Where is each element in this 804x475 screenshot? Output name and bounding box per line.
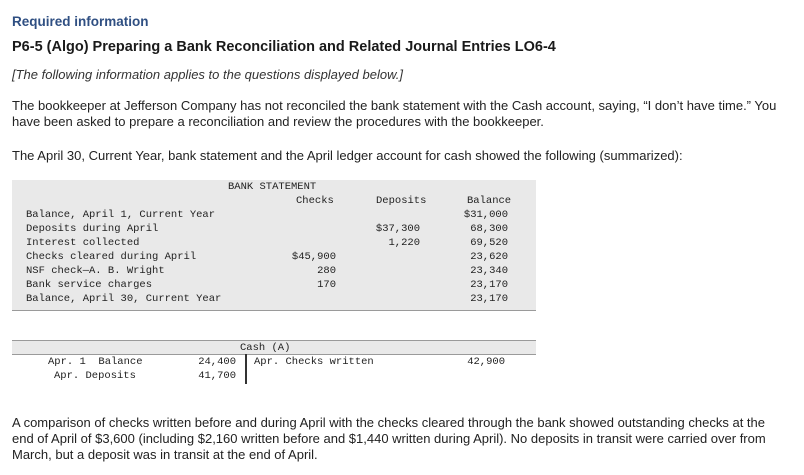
column-header-checks: Checks [296, 195, 334, 207]
bank-statement-bottom-rule [12, 310, 536, 311]
row-label: Balance, April 1, Current Year [26, 209, 216, 221]
debit-amount: 41,700 [198, 370, 236, 382]
cash-account-t-divider [245, 354, 247, 384]
row-label: Interest collected [26, 237, 140, 249]
row-checks: $45,900 [291, 251, 336, 263]
credit-label: Apr. Checks written [254, 356, 374, 368]
required-information-heading: Required information [12, 14, 149, 29]
applies-note: [The following information applies to the questions displayed below.] [12, 67, 403, 82]
row-deposits: $37,300 [375, 223, 420, 235]
row-label: Bank service charges [26, 279, 153, 291]
row-balance: $31,000 [463, 209, 508, 221]
row-label: Deposits during April [26, 223, 159, 235]
row-deposits: 1,220 [388, 237, 420, 249]
row-balance: 23,170 [470, 293, 508, 305]
debit-label: Apr. 1 Balance [48, 356, 143, 368]
debit-amount: 24,400 [198, 356, 236, 368]
row-label: NSF check—A. B. Wright [26, 265, 165, 277]
row-checks: 170 [317, 279, 336, 291]
credit-amount: 42,900 [467, 356, 505, 368]
column-header-balance: Balance [467, 195, 512, 207]
bank-statement-title: BANK STATEMENT [228, 181, 317, 193]
comparison-paragraph: A comparison of checks written before and during April with the checks cleared through the bank showed outstanding checks at the end of April of $3,600 (including $2,160 written before and $1,440 written during April). No deposits in transit were carried over from March, but a deposit was in transit at the end of April. [12, 415, 766, 462]
row-label: Balance, April 30, Current Year [26, 293, 222, 305]
row-balance: 23,620 [470, 251, 508, 263]
intro-paragraph: The bookkeeper at Jefferson Company has not reconciled the bank statement with the Cash account, saying, “I don’t have time.” You have been asked to prepare a reconciliation and review the procedures with the bookkeeper. [12, 98, 777, 129]
cash-account-title: Cash (A) [240, 342, 291, 354]
row-balance: 23,170 [470, 279, 508, 291]
problem-title: P6-5 (Algo) Preparing a Bank Reconciliation and Related Journal Entries LO6-4 [12, 39, 556, 55]
row-label: Checks cleared during April [26, 251, 197, 263]
row-checks: 280 [317, 265, 336, 277]
lead-paragraph: The April 30, Current Year, bank statement and the April ledger account for cash showed the following (summarized): [12, 148, 683, 163]
row-balance: 69,520 [470, 237, 508, 249]
row-balance: 68,300 [470, 223, 508, 235]
column-header-deposits: Deposits [376, 195, 427, 207]
debit-label: Apr. Deposits [54, 370, 136, 382]
row-balance: 23,340 [470, 265, 508, 277]
